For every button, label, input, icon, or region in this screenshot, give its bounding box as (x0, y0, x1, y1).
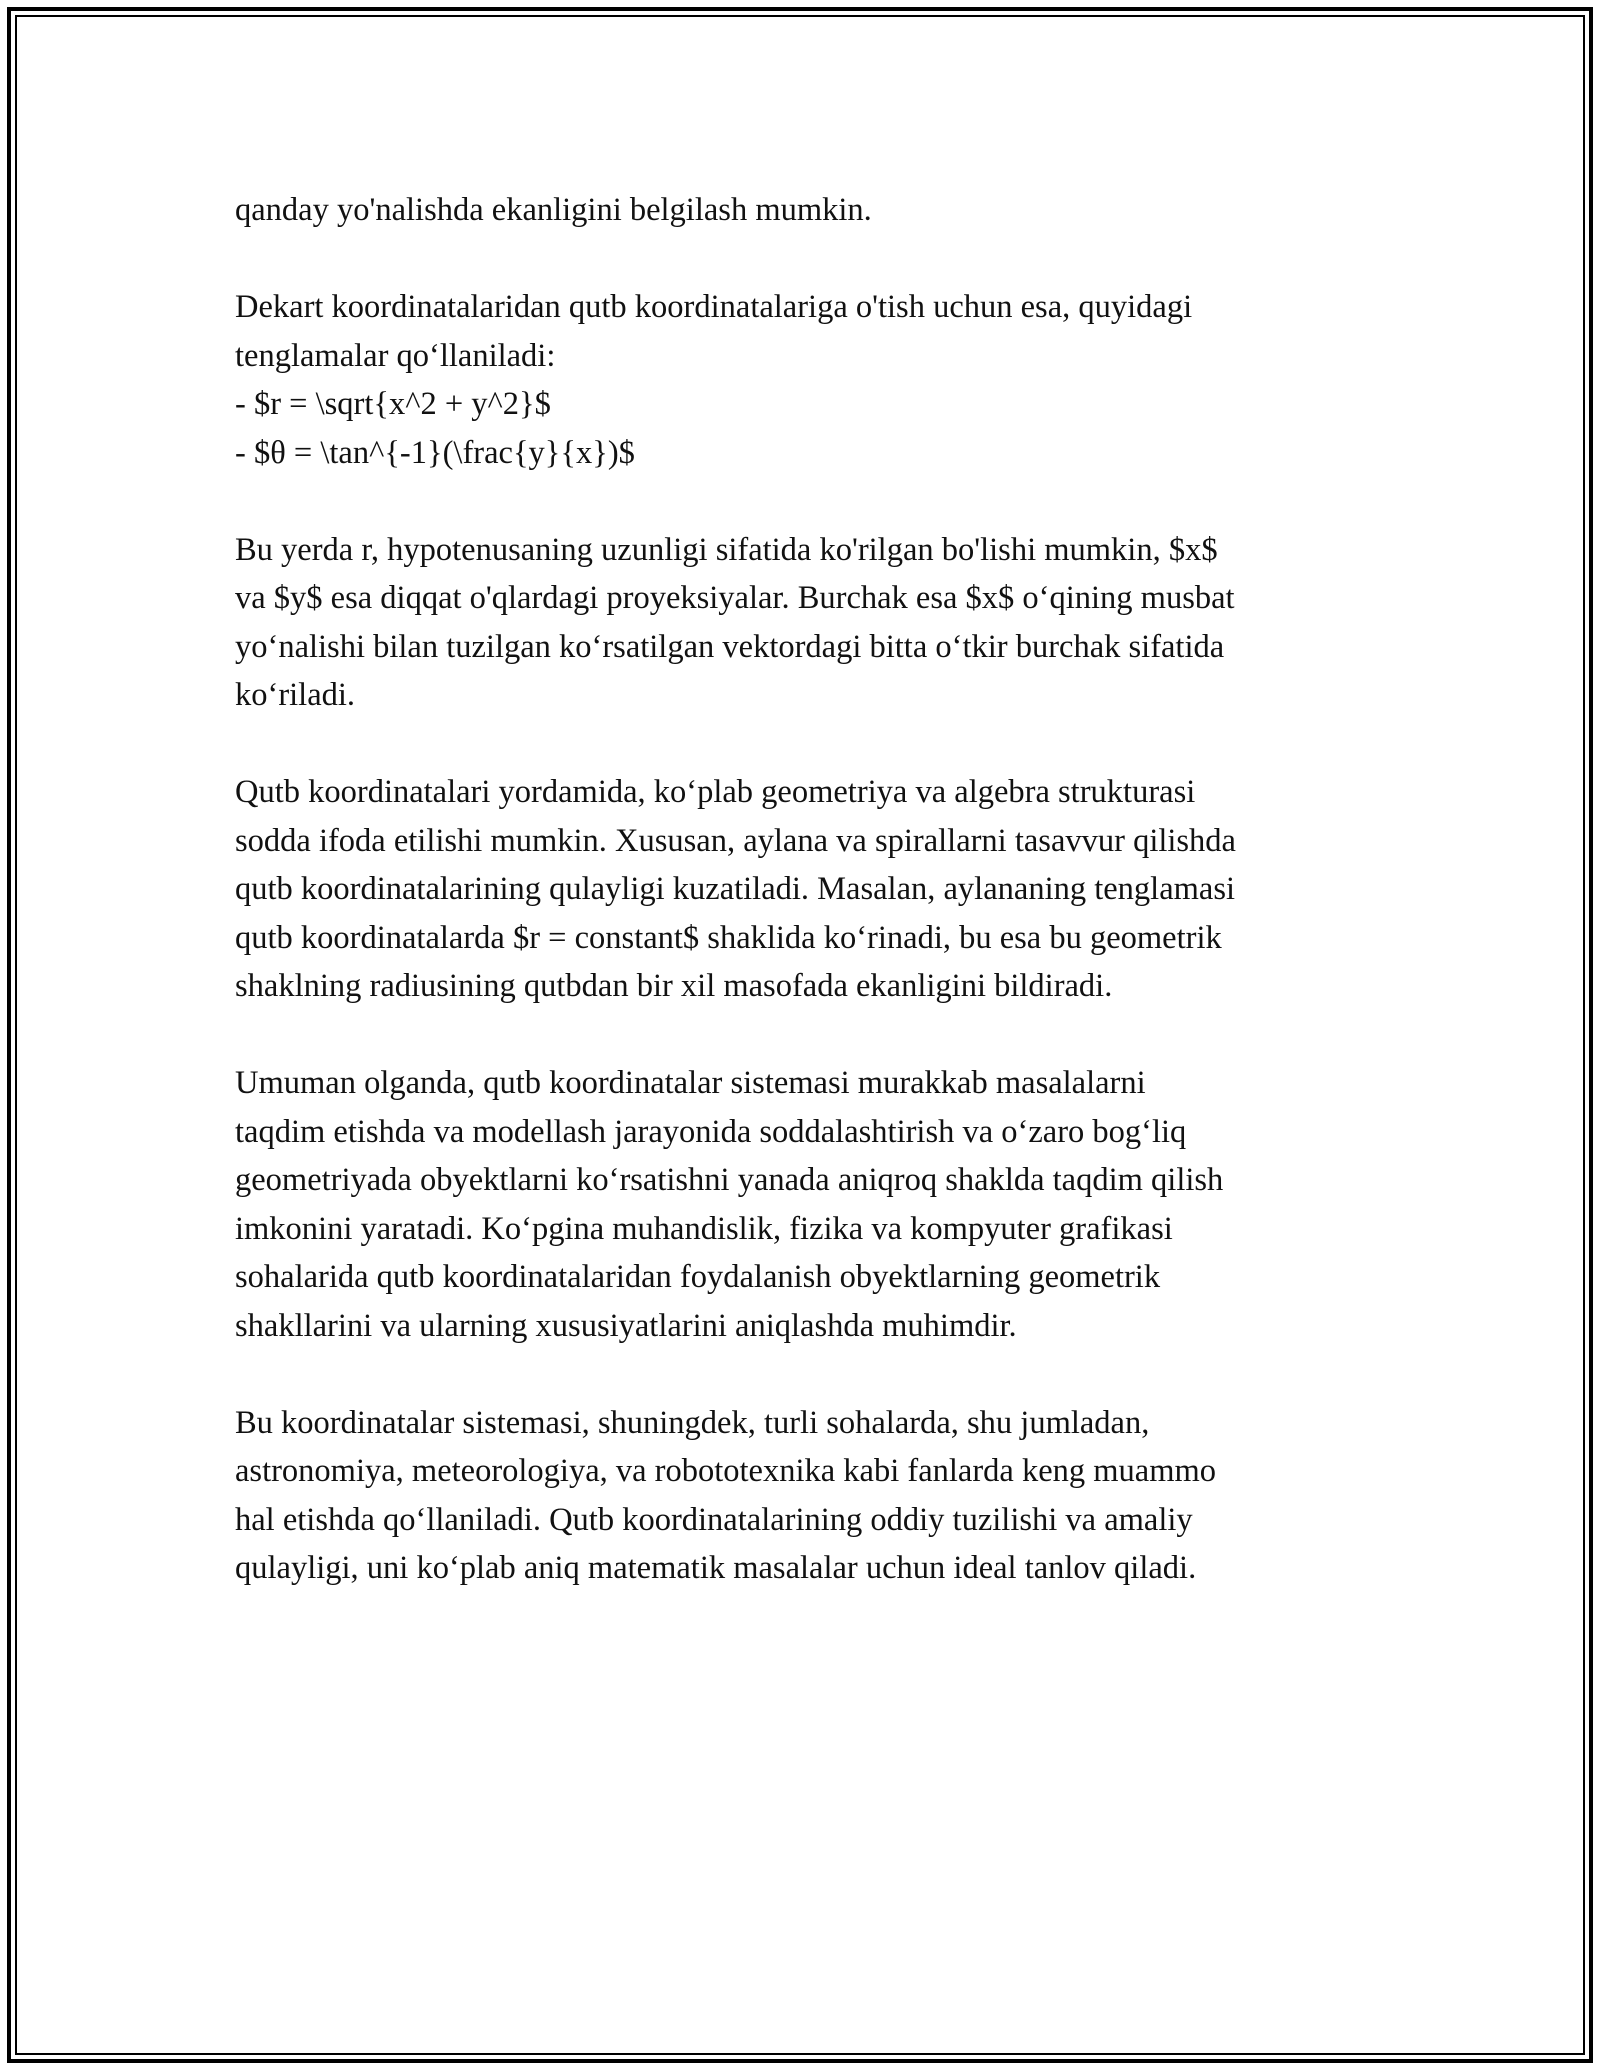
text-line: va $y$ esa diqqat o'qlardagi proyeksiyalar. Burchak esa $x$ o‘qining musbat (235, 580, 1235, 616)
formula-line-theta: - $θ = \tan^{-1}(\frac{y}{x})$ (235, 434, 635, 471)
document-body (235, 186, 1375, 1641)
text-line: shakllarini va ularning xususiyatlarini aniqlashda muhimdir. (235, 1307, 1017, 1344)
paragraph-explanation (235, 526, 1375, 720)
text-line: astronomiya, meteorologiya, va robototexnika kabi fanlarda keng muammo (235, 1453, 1217, 1489)
text-line: taqdim etishda va modellash jarayonida soddalashtirish va o‘zaro bog‘liq (235, 1113, 1187, 1150)
paragraph-summary (235, 1059, 1375, 1350)
text-line: hal etishda qo‘llaniladi. Qutb koordinatalarining oddiy tuzilishi va amaliy (235, 1501, 1193, 1538)
text-line: Dekart koordinatalaridan qutb koordinatalariga o'tish uchun esa, quyidagi (235, 289, 1193, 325)
text-line: shaklning radiusining qutbdan bir xil masofada ekanligini bildiradi. (235, 968, 1113, 1004)
paragraph-conversion-formulas (235, 283, 1375, 477)
text-line: geometriyada obyektlarni ko‘rsatishni yanada aniqroq shaklda taqdim qilish (235, 1162, 1224, 1198)
text-line: yo‘nalishi bilan tuzilgan ko‘rsatilgan vektordagi bitta o‘tkir burchak sifatida (235, 628, 1225, 665)
text-line: ko‘riladi. (235, 677, 356, 713)
paragraph-fields-of-use (235, 1399, 1375, 1593)
text-line: qanday yo'nalishda ekanligini belgilash mumkin. (235, 192, 872, 228)
text-line: Bu koordinatalar sistemasi, shuningdek, turli sohalarda, shu jumladan, (235, 1404, 1150, 1441)
text-line: qutb koordinatalarda $r = constant$ shaklida ko‘rinadi, bu esa bu geometrik (235, 919, 1222, 956)
text-line: qulayligi, uni ko‘plab aniq matematik masalalar uchun ideal tanlov qiladi. (235, 1550, 1197, 1586)
text-line: Bu yerda r, hypotenusaning uzunligi sifatida ko'rilgan bo'lishi mumkin, $x$ (235, 531, 1218, 568)
text-line: imkonini yaratadi. Ko‘pgina muhandislik, fizika va kompyuter grafikasi (235, 1210, 1173, 1247)
text-line: sodda ifoda etilishi mumkin. Xususan, aylana va spirallarni tasavvur qilishda (235, 822, 1236, 859)
formula-line-r: - $r = \sqrt{x^2 + y^2}$ (235, 386, 551, 422)
text-line: Umuman olganda, qutb koordinatalar sistemasi murakkab masalalarni (235, 1065, 1146, 1101)
paragraph-applications-geometry (235, 768, 1375, 1011)
text-line: sohalarida qutb koordinatalaridan foydalanish obyektlarning geometrik (235, 1259, 1161, 1295)
text-line: qutb koordinatalarining qulayligi kuzatiladi. Masalan, aylananing tenglamasi (235, 871, 1236, 907)
text-line: Qutb koordinatalari yordamida, ko‘plab geometriya va algebra strukturasi (235, 774, 1196, 810)
text-line: tenglamalar qo‘llaniladi: (235, 337, 556, 374)
paragraph-intro-continuation (235, 186, 1375, 235)
